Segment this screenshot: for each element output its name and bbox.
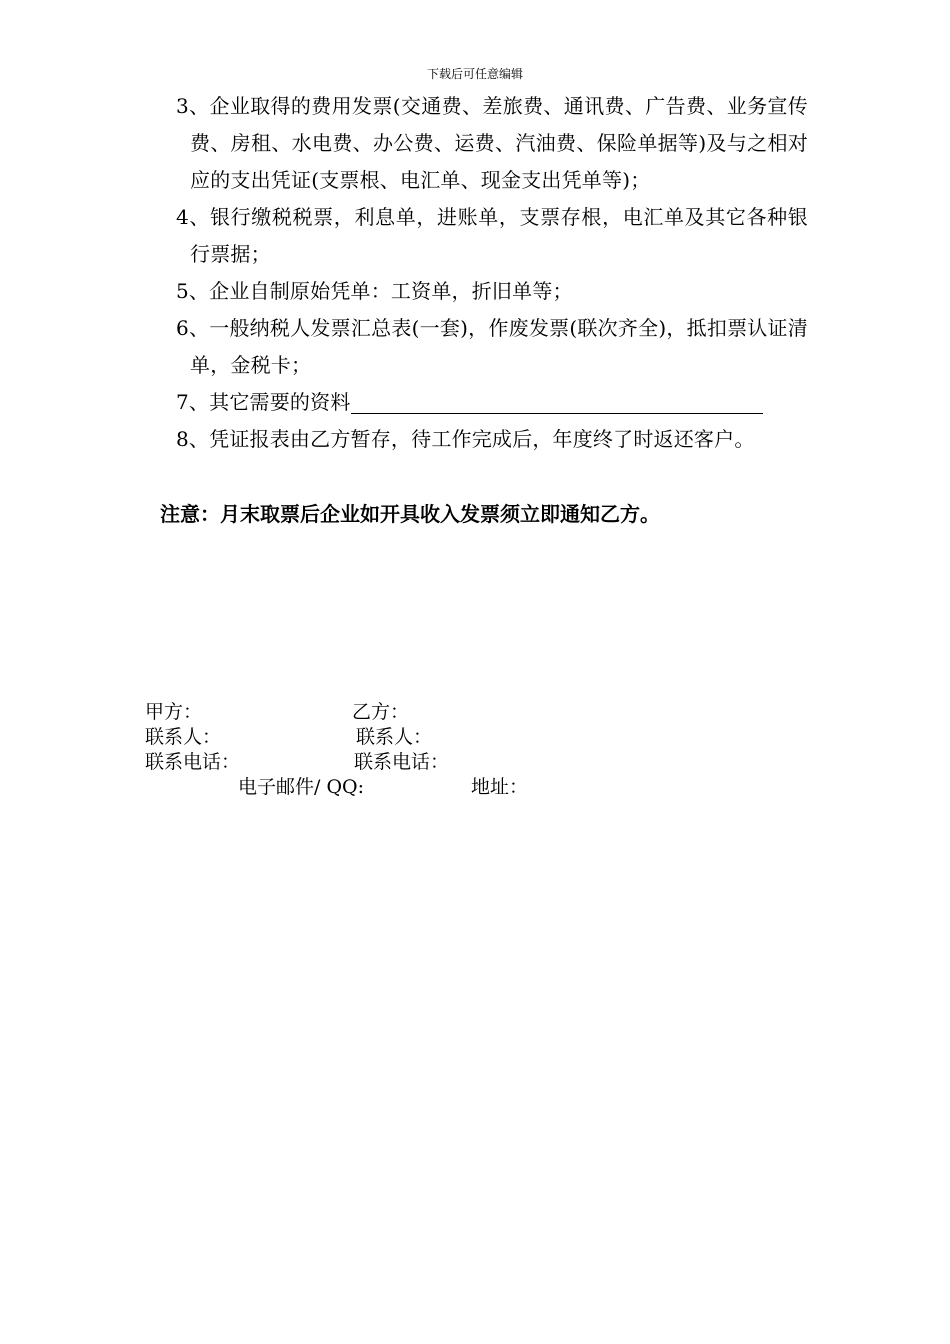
- address-label: 地址：: [471, 776, 529, 798]
- contact-b-label: 联系人：: [356, 726, 433, 748]
- list-item: 6、一般纳税人发票汇总表(一套)，作废发票(联次齐全)，抵扣票认证清单，金税卡；: [176, 316, 808, 377]
- list-item: 5、企业自制原始凭单：工资单，折旧单等；: [176, 279, 573, 303]
- list-item: 8、凭证报表由乙方暂存，待工作完成后，年度终了时返还客户。: [176, 427, 755, 451]
- email-qq-label: 电子邮件/ QQ:: [238, 776, 364, 798]
- document-list: [176, 88, 808, 458]
- page-header: 下载后可任意编辑: [426, 67, 523, 81]
- notice-text: 注意：月末取票后企业如开具收入发票须立即通知乙方。: [160, 502, 660, 526]
- phone-a-label: 联系电话：: [145, 751, 241, 773]
- list-item: [176, 384, 808, 421]
- contact-a-label: 联系人：: [145, 726, 222, 748]
- list-item-label: 7、其它需要的资料: [176, 390, 351, 414]
- fill-in-blank-line: [351, 391, 763, 414]
- list-item: 4、银行缴税税票，利息单，进账单，支票存根，电汇单及其它各种银行票据；: [176, 205, 808, 266]
- list-item: 3、企业取得的费用发票(交通费、差旅费、通讯费、广告费、业务宣传费、房租、水电费、办公费、运费、汽油费、保险单据等)及与之相对应的支出凭证(支票根、电汇单、现金支出凭单等)；: [176, 94, 808, 192]
- party-a-label: 甲方：: [145, 701, 203, 723]
- phone-b-label: 联系电话：: [354, 751, 450, 773]
- party-b-label: 乙方：: [352, 701, 410, 723]
